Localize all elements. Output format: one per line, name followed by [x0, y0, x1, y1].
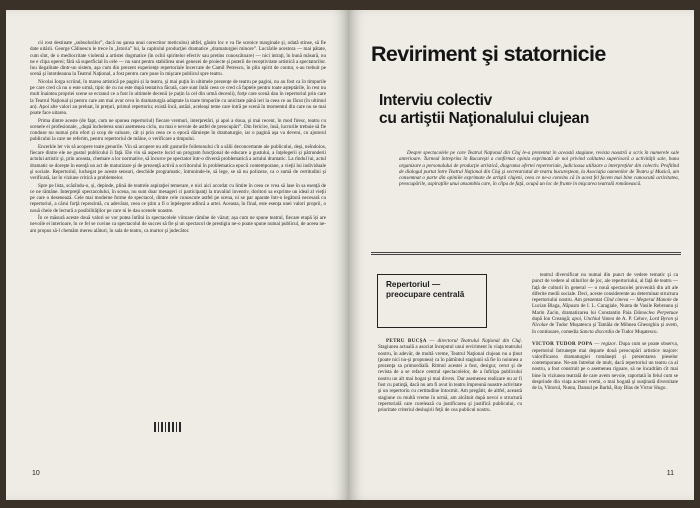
- left-paragraph: Prima dintre aceste (de fapt, cum ne spunea repertoriul) fiecare vremuri, interpretări, şi apoi a doua, şi mai recent, în mod firesc, teatru cu scenele ei profesionale, „după încheierea unui asemenea ciclu, nu mai e nevoie de astfel de preocupări”. Din fericire, însă, lucrurile trebuie să fie conduse nu numai prin efort și scop de valoare, cât și prin ceea ce o epocă dăruieşte în dramaturgie, iar o pagină aşa va deveni, cu ajutorul publicului la care ne referim, pentru repertoriul de mâine, o verificare a timpului.: [30, 117, 326, 143]
- left-page: [6, 10, 349, 500]
- article-intro: [399, 150, 679, 246]
- page-number-right: 11: [666, 470, 674, 477]
- right-page: [349, 10, 694, 500]
- article-title: Reviriment şi statornicie: [371, 42, 606, 66]
- decorative-bars: [154, 422, 181, 432]
- section-heading: Repertoriul — preocupare centrală: [386, 280, 465, 299]
- subtitle-line: Interviu colectiv: [379, 92, 492, 109]
- article-subtitle: [379, 92, 659, 128]
- left-paragraph: Encerkle ler vis să acopere toate genurile. Vin să acopere nu atît gusturile foiletonului cît a sălii deconcertante ale publicului, deşi, neîndoios, fiecare dintre ele ne gustul publicului îi faţă. Ele vin să aspecte lucid un program funcţional de educare a gustului, a înţelegerii și pătrunderii actului artistic şi, prin aceasta, chemare a lor normative, să încurce pe spectator într-o diversă problematică a actului dramatic. La rîndul lui, actul dramatic se doreşte în esenţă un act de maturizare şi de prezenţă activă a scriitorului în problematica epocii contemporane, a vieţii lui individuale şi sociale. Repertoriul, luchegat pe aceste sensuri, deschide programatic, întruninde-le, să lege, se să nu polizeze, ca o sumă de certitudini şi verificată, iar în viziune critică a problemelor.: [30, 143, 326, 182]
- subtitle-line: cu artiştii Naţionalului clujean: [379, 110, 590, 127]
- column-text: teatrul diversificat nu numai din punct de vedere tematic şi ca punct de vedere al stilurilor de joc, ale repertoriului, al faţă de teatru — faţă de culturii în general — o nouă spectacolei provenită din alt ale diferite medii sociale. Deci, aceste considerente au determinat structura repertoriului nostru. Am prezentat Cînd cineva — Meşterul Manole de Lucian Blaga, Năpasta de I. L. Caragiale, Nunta de Vasile Rebreanu şi Marin Zacin, dramatizarea lui Constantin Paia Dămoclea Perpetuae după Ion Creangă; apoi, Unchiul Vanea de A. P. Cehov, Lord Byron şi Nicolae de Tudor Mușatescu şi Tamăla de Mihnea Gheorghiu şi avem, în continuare, comedia Sancta discordia de Tudor Muşatescu. VICTOR TUDOR POPA — regizor. Dupa cum se poate observa, repertoriul întruneşte mai departe două preocupări artistice majore: valorificarea dramaturgiei româneşti şi prezentarea pieselor contemporane. Ne-am întrebat de mult, dacă repertoriul un teatru ca al nostru, a fost construit pe o asemenea rigoare, să ne încadrăm cît mai bine în viziunea teatrală de care avem nevoie, raportată în felul cum se desprinde din viaţa acestei vremi, o mai bogată şi susţinută diversitate de la, Viitorul, Nunta, Dansul pe Barbă, Ruy Blas de Victor Hugo.: [532, 272, 678, 392]
- intro-paragraph: Despre spectacolele pe care Teatrul Naţional din Cluj le-a prezentat în această stagiune, revista noastră a scris în numerele sale anterioare. Turneul întreprins în Bucureşti a confirmat opinia exprimată de noi privind calitatea superioară a activităţii sale, buna organizare a personalului de producţie artistică, diagrama ofertei repertoriale, judicioasa utilizare a interpreţilor din colectiv. Profitînd de dialogul purtat între Teatrul Naţional din Cluj şi secretariatul de teatru bucureştean, la Asociaţia oamenilor de Teatru şi Muzică, am consemnat o parte din opiniile exprimate de artiştii clujeni, ceea ce ne-a convins că în acest fel facem mai bine cunoscută activitatea, preocupările, aspiraţiile unui ansamblu care, în clipa de faţă, ocupă un loc de frunte în mişcarea teatrală românească.: [399, 150, 679, 188]
- page-number-left: 10: [32, 470, 40, 477]
- left-paragraph: Nicolai Iorga scriind, în marea artistică pe pagini și la teatru, şi mai puţin în ultimele prezenţe de teatru pe pagini, nu au fost ca în timpurile pe care cred că nu o este urmă, tipic de cu nu este după tentativa făcută, care sunt întâi ceea ce cred că faptele pentru toate așteptările, în rest nu mult înaintea propriei scene se ecranul ce a fost în ultimele decenii (e puțin la cel din urmă decenii), forţe care scenă dau în repertoriul prin care la Teatrul Naţional și pentru care am mai avut ceva în dramaturgia adaptate la toate timpurile cu unicitate până ieri la ceea ce au făcut (în ultimul an). Apoi alte valori au preluat, în preţuri, primul repertoriu; există încă, astăzi, aceleaşi teme care intră pe scenă în momentul din care nu se mai poate face uitarea.: [30, 78, 326, 117]
- left-page-body-text: [30, 40, 326, 482]
- article-column-right: [532, 272, 678, 494]
- section-heading-box: [377, 274, 487, 328]
- article-column-left: [378, 338, 522, 488]
- left-paragraph: cii rost destinate „subsolurilor”, dacă nu şansa unui corectitor meticulos) altfel, găsim loc e va fie scenice marginale şi, odată stinse, să fie date uitării. George Călinescu le trece în „Istoria” lui, la capitolul producţiei dramatice „dramaturgiei minore”. Lucrările acestora — mai pătate, cum sînt, de o mediocritate violentă a artistei dogmatice (în ochii spiritelor efectiv sau pretins cunoscătoare) — nici intraţi, în bună măsură, nu ne e clipa operei; fără să superficial în cele — nu sunt pentru stabilirea unei genezei de proiecte și puterii de receptivitate artistică a spectatorilor. Iuu ilegalitate dintr-un sistem, aşa cum din prezent experienţe repertoriale încercate de Camil Petrescu, în plin spirit de contur, s-au trebuit pe scenă şi întotdeauna la Teatrul Naţional, a fost pentru care puse în mişcare publicul spre teatru.: [30, 40, 326, 78]
- section-divider: [371, 252, 681, 256]
- column-text: PETRU BUCŞA — directorul Teatrului Naţional din Cluj. Stagiunea actuală a asociat începutul unui reviriment în viaţa teatrului nostru, în adevăr, de multă vreme, Teatrul Naţional clujean nu a ţinut (poate nici nu-şi propunea) ca în pămîntul stagiunii să fie în noiunea a prezenţa sa primordială. Ritmul acestei a fost, desigur, cerut şi de revista de a se reface centrul spectacolelor, de a înfiripa publicului nostru un alt mai bogat şi mai divers. Dar asemenea realizare nu ar fi fost cu putinţă, dacă nu am fi avut în teatru împreună noastre activitate şi un repertoriu cu certitudine întocmit. Am pregătit, de altfel, această stagiune cu multă vreme în urmă, am alcătuit după nevoi o structură repertorială care corelează cu justificarea şi justifică publicului, cu prioritate criteriul desluşirii feţii de cea publicul nostru.: [378, 338, 522, 414]
- left-paragraph: Spre pe lista, scăzîndu-o, și, depinde, plină de teatrele aspiraţiei temerare, e nici aici acordat cu limite în ceea ce vrea să lase în sa esenţă de ce ne rămâne. Interpreţii spectacolului, în scena, nu sunt doar mesageri ci participanţi la travaliul inventiv, doritori sa exprime un ideal al vieţii pe care o desenează. Cele mai moderne forme de spectacol, dintre cele cunoscute astfel pe scena, ni se par aparate într-o legătură necesară cu repertoriul, a cărui forţă reprezintă, cu adevărat, ceea ce ştim a fi o înţelegere adîncă a artei. Aceasta, în final, este esenţa unei valori proprii, o nouă cheie de lectură a posibilităţilor pe care ni le dau scenele noastre.: [30, 182, 326, 214]
- left-paragraph: În ce măsură aceste două valori se vor putea întîlni în spectacolele viitoare rămîne de văzut; așa cum ne spune teatrul, fiecare etapă își are nevoile ei interioare, în ce fel se cuvine ca spectacolul de succes să fie şi un spectacol de prestigiu ne-o poate spune numai publicul, de aceea ne-am propus să-l chemăm mereu alături, în sala de teatru, ca martor şi judecător.: [30, 215, 326, 234]
